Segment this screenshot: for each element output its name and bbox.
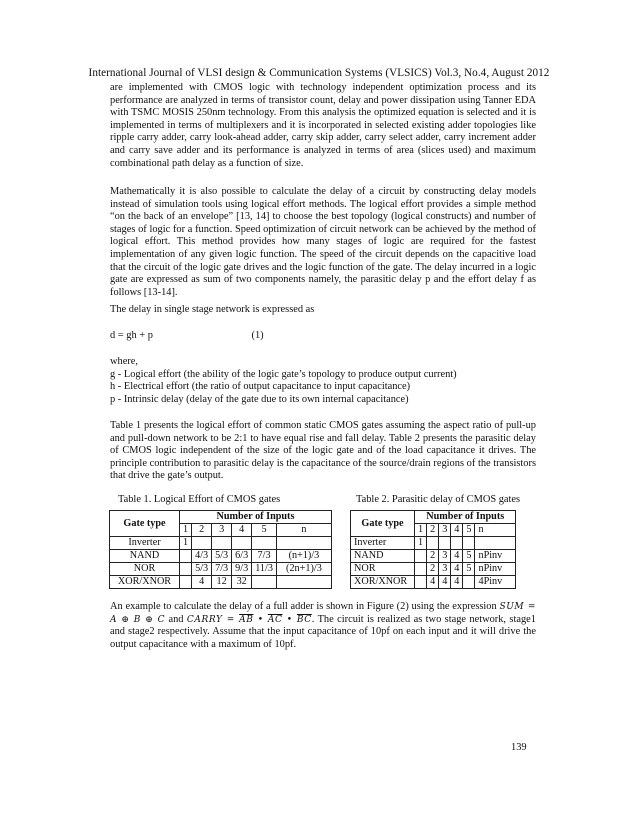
where-p: p - Intrinsic delay (delay of the gate due to its own internal capacitance) (110, 393, 409, 405)
table-cell: 1 (415, 537, 427, 550)
table-cell: 4 (439, 576, 451, 589)
table-cell: nPinv (475, 550, 516, 563)
carry-lhs: CARRY = (186, 614, 240, 625)
table2-gate: NOR (351, 563, 415, 576)
table-cell (415, 550, 427, 563)
carry-expression (187, 615, 312, 625)
journal-header: International Journal of VLSI design & Communication Systems (VLSICS) Vol.3, No.4, August 2012 (88, 67, 550, 79)
table2-col-header: 3 (439, 524, 451, 537)
table-cell (180, 576, 192, 589)
table-cell (427, 537, 439, 550)
sum-expression: SUM = A ⊕ B ⊕ C (110, 602, 536, 625)
table-cell (192, 537, 212, 550)
table-cell: 6/3 (232, 550, 252, 563)
table-cell (415, 563, 427, 576)
table-cell (212, 537, 232, 550)
table-cell: 3 (439, 563, 451, 576)
table-cell (439, 537, 451, 550)
table-row (351, 576, 516, 589)
paragraph-2: Mathematically it is also possible to calculate the delay of a circuit by constructing delay models instead of simulation tools using logical effort methods. The logical effort provides a simple method “on the back of an envelope” [13, 14] to choose the best topology (logical constructs) and number of stages of logic for a function. Speed optimization of circuit network can be achieved by the method of logical effort. This method provides how many stages of logic are required for the fastest implementation of any given logic function. The speed of the circuit depends on the capacitive load that the circuit of the logic gate drives and the logic function of the gate. The delay incurred in a logic gate are expressed as sum of two components namely, the parasitic delay p and the effort delay f as follows [13-14]. (110, 186, 536, 298)
table-cell: 5 (463, 550, 475, 563)
table1-col-header: 3 (212, 524, 232, 537)
table-cell: nPinv (475, 563, 516, 576)
table2-col-header: 4 (451, 524, 463, 537)
table-logical-effort (109, 510, 332, 589)
table-row (110, 537, 332, 550)
table-cell (451, 537, 463, 550)
table-row (110, 563, 332, 576)
paragraph-5 (110, 601, 536, 651)
table1-gate: Inverter (110, 537, 180, 550)
table-row (110, 550, 332, 563)
table-cell (276, 537, 331, 550)
table-cell: (n+1)/3 (276, 550, 331, 563)
table-cell: 32 (232, 576, 252, 589)
p5-and: and (168, 613, 184, 625)
table-cell: 5/3 (192, 563, 212, 576)
table1-gate: XOR/XNOR (110, 576, 180, 589)
table2-gate: NAND (351, 550, 415, 563)
table1-inputs-header: Number of Inputs (180, 511, 332, 524)
table-row (351, 563, 516, 576)
table2-col-header: n (475, 524, 516, 537)
table-cell: 4 (451, 563, 463, 576)
table-cell: 4 (427, 576, 439, 589)
carry-ab: $\overline{AB}$ (239, 614, 254, 625)
equation-number: (1) (251, 330, 264, 341)
table1-col-header: 2 (192, 524, 212, 537)
table2-col-header: 1 (415, 524, 427, 537)
p5-intro: An example to calculate the delay of a full adder is shown in Figure (2) using the expression (110, 601, 497, 612)
table1-gate: NAND (110, 550, 180, 563)
table-cell (232, 537, 252, 550)
table-cell: 9/3 (232, 563, 252, 576)
table1-caption: Table 1. Logical Effort of CMOS gates (118, 494, 281, 505)
carry-ac: $\overline{AC}$ (267, 614, 283, 625)
table2-col-header: 2 (427, 524, 439, 537)
carry-dot: • (282, 614, 297, 625)
equation-text: d = gh + p (110, 330, 153, 341)
table-cell: 12 (212, 576, 232, 589)
table-cell (252, 537, 277, 550)
table-cell: 7/3 (252, 550, 277, 563)
table-cell (180, 550, 192, 563)
table2-gate: Inverter (351, 537, 415, 550)
where-label: where, (110, 356, 138, 367)
table-row (351, 537, 516, 550)
table-cell (415, 576, 427, 589)
p5-rest: . The circuit is realized as two stage network, stage1 and stage2 respectively. Assume that the input capacitance of 10pf on each input and it will drive the output capacitance with a maximum of 10pf. (110, 613, 536, 650)
table-cell: 4/3 (192, 550, 212, 563)
table1-gate: NOR (110, 563, 180, 576)
table-cell: 4 (192, 576, 212, 589)
table-cell: 7/3 (212, 563, 232, 576)
table1-col-header: 4 (232, 524, 252, 537)
table2-gate: XOR/XNOR (351, 576, 415, 589)
table-row (351, 550, 516, 563)
table-cell: 2 (427, 563, 439, 576)
carry-bc: $\overline{BC}$ (296, 614, 312, 625)
table-cell (463, 537, 475, 550)
where-g: g - Logical effort (the ability of the logic gate’s topology to produce output current) (110, 368, 457, 380)
table-cell: 4Pinv (475, 576, 516, 589)
table-row (110, 576, 332, 589)
table-cell (252, 576, 277, 589)
paragraph-4: Table 1 presents the logical effort of common static CMOS gates assuming the aspect ratio of pull-up and pull-down network to be 2:1 to have equal rise and fall delay. Table 2 presents the parasitic delay of CMOS logic independent of the size of the logic gate and of the load capacitance it drives. The principle contribution to parasitic delay is the capacitance of the source/drain regions of the transistors that drive the gate’s output. (110, 420, 536, 482)
table-parasitic-delay (350, 510, 516, 589)
table-cell: 3 (439, 550, 451, 563)
paragraph-1: are implemented with CMOS logic with technology independent optimization process and its performance are analyzed in terms of transistor count, delay and power dissipation using Tanner EDA with TSMC MOSIS 250nm technology. From this analysis the optimized equation is selected and it is implemented in terms of multiplexers and it is incorporated in selected existing adder topologies like ripple carry adder, carry look-ahead adder, carry skip adder, carry select adder, carry increment adder and carry save adder and its performance is analyzed in terms of area (slices used) and maximum combinational path delay as a function of size. (110, 82, 536, 169)
table1-col-header: 5 (252, 524, 277, 537)
table1-col-header: 1 (180, 524, 192, 537)
table-cell: 4 (451, 576, 463, 589)
where-h: h - Electrical effort (the ratio of output capacitance to input capacitance) (110, 381, 411, 393)
table2-gate-type-header: Gate type (351, 511, 415, 537)
table-cell: 4 (451, 550, 463, 563)
table-cell: 11/3 (252, 563, 277, 576)
table1-col-header: n (276, 524, 331, 537)
table2-col-header: 5 (463, 524, 475, 537)
table-cell: 1 (180, 537, 192, 550)
table-cell: 2 (427, 550, 439, 563)
table-cell (463, 576, 475, 589)
table-cell: 5/3 (212, 550, 232, 563)
carry-dot: • (253, 614, 268, 625)
table-cell (180, 563, 192, 576)
table2-inputs-header: Number of Inputs (415, 511, 516, 524)
table1-gate-type-header: Gate type (110, 511, 180, 537)
where-block (110, 356, 536, 406)
delay-equation (110, 330, 536, 343)
page-number: 139 (511, 742, 527, 753)
table-cell (276, 576, 331, 589)
table-cell (475, 537, 516, 550)
table-cell: 5 (463, 563, 475, 576)
table2-caption: Table 2. Parasitic delay of CMOS gates (356, 494, 521, 505)
table-cell: (2n+1)/3 (276, 563, 331, 576)
paragraph-3: The delay in single stage network is expressed as (110, 304, 315, 315)
